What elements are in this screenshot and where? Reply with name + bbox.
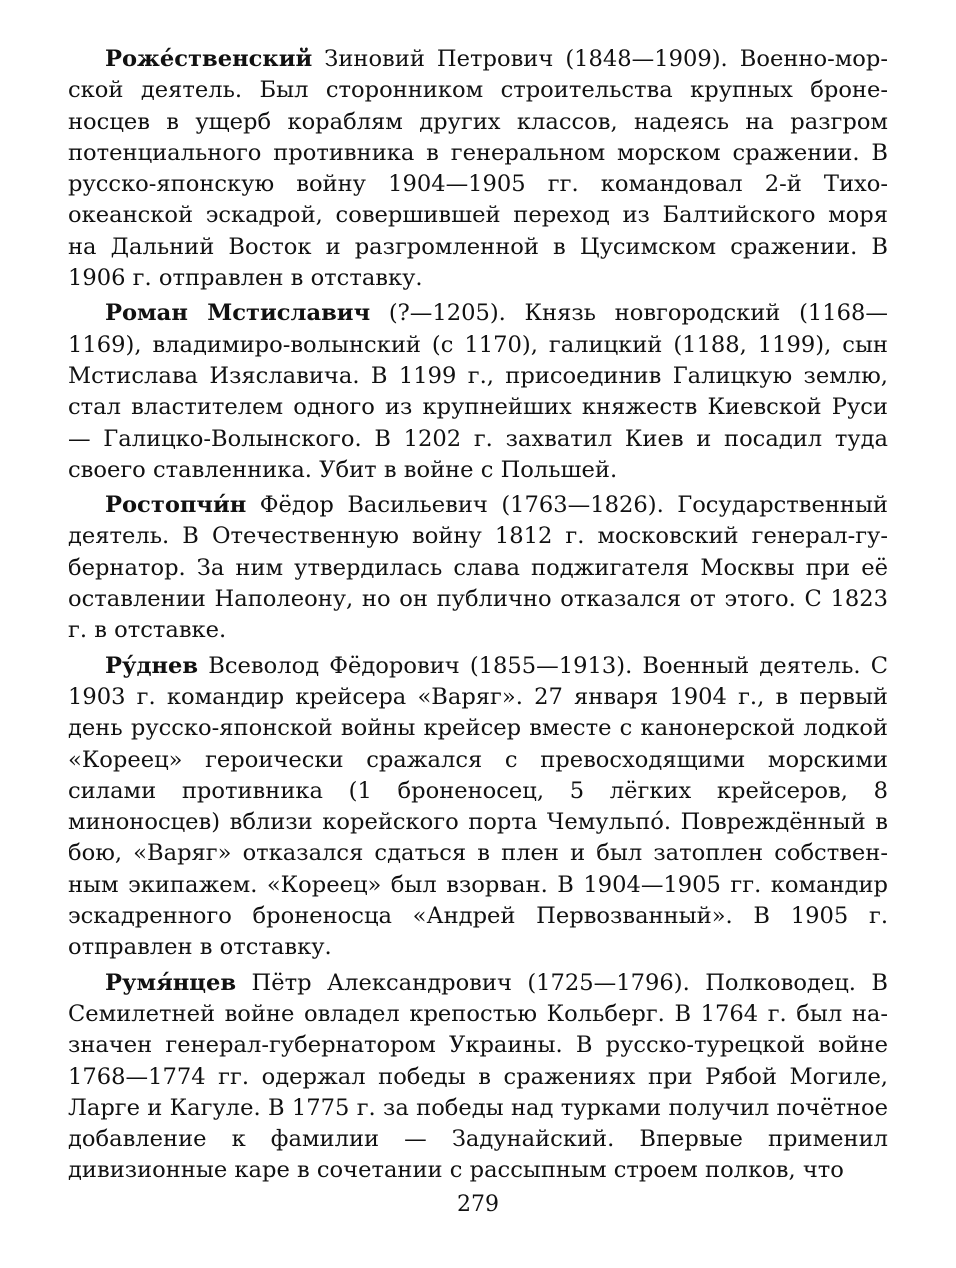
entry-rostopchin (68, 490, 888, 646)
entry-roman-mstislavich (68, 298, 888, 486)
entry-rozhestvensky (68, 44, 888, 294)
entry-text: Всеволод Фёдорович (1855—1913). Военный деятель. С 1903 г. командир крейсера «Варяг». 27 января 1904 г., в первый день русско-японской войны крейсер вместе с канонерской лодкой «Кореец» героически сражался с превосходящими морскими силами противника (1 броненосец, 5 лёгких крейсеров, 8 миноносцев) вблизи корейского порта Чемульпо́. Повреждённый в бою, «Варяг» отказался сдаться в плен и был затоплен собственным экипажем. «Кореец» был взорван. В 1904—1905 гг. командир эскадренного броненосца «Андрей Первозванный». В 1905 г. отправлен в отставку. (68, 652, 888, 961)
page-number: 279 (457, 1192, 499, 1217)
entry-text: Пётр Александрович (1725—1796). Полководец. В Семилетней войне овладел крепостью Кольберг. В 1764 г. был назначен генерал-губернатором Украины. В русско-турецкой войне 1768—1774 гг. одержал победы в сражениях при Рябой Могиле, Ларге и Кагуле. В 1775 г. за победы над турками получил почётное добавление к фамилии — Задунайский. Впервые применил дивизионные каре в сочетании с рассыпным строем полков, что (68, 969, 888, 1184)
entry-headword: Ру́днев (105, 652, 199, 679)
entry-headword: Роман Мстиславич (105, 300, 371, 327)
entry-headword: Ростопчи́н (105, 492, 247, 519)
entry-headword: Румя́нцев (105, 969, 237, 996)
entry-text: Зиновий Петрович (1848—1909). Военно-морской деятель. Был сторонником строительства крупных броненосцев в ущерб кораблям других классов, надеясь на разгром потенциального противника в генеральном морском сражении. В русско-японскую войну 1904—1905 гг. командовал 2-й Тихоокеанской эскадрой, совершившей переход из Балтийского моря на Дальний Восток и разгромленной в Цусимском сражении. В 1906 г. отправлен в отставку. (68, 46, 888, 292)
entry-text: (?—1205). Князь новгородский (1168—1169), владимиро-волынский (с 1170), галицкий (1188, 1199), сын Мстислава Изяславича. В 1199 г., присоединив Галицкую землю, стал властителем одного из крупнейших княжеств Киевской Руси — Галицко-Волынского. В 1202 г. захватил Киев и посадил туда своего ставленника. Убит в войне с Польшей. (68, 300, 888, 483)
entry-rudnev (68, 651, 888, 964)
page-body (68, 44, 888, 1191)
entry-headword: Роже́ственский (105, 46, 313, 72)
entry-text: Фёдор Васильевич (1763—1826). Государственный деятель. В Отечественную войну 1812 г. московский генерал-губернатор. За ним утвердилась слава поджигателя Москвы при её оставлении Наполеону, но он публично отказался от этого. С 1823 г. в отставке. (68, 492, 888, 644)
entry-rumyantsev (68, 968, 888, 1187)
